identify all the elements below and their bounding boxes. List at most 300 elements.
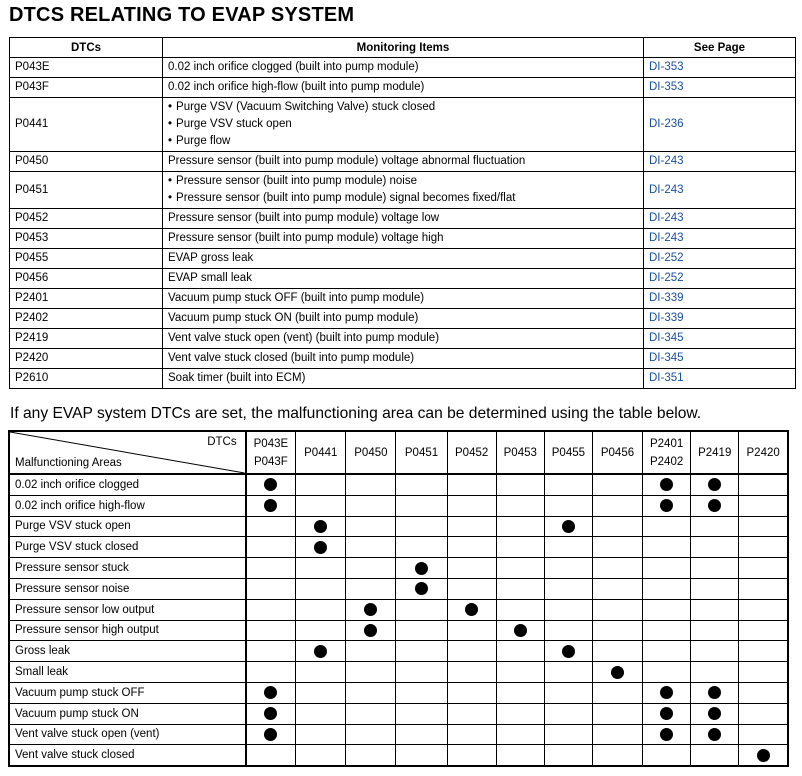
- monitoring-item-text: Purge VSV stuck open: [176, 118, 292, 130]
- monitoring-items: [163, 98, 644, 152]
- matrix-cell: [544, 703, 592, 724]
- matrix-cell: [592, 537, 642, 558]
- matrix-column-header: [544, 431, 592, 474]
- column-dtc-code: P0452: [455, 446, 489, 459]
- monitoring-items: [163, 309, 644, 329]
- malfunction-area: Vent valve stuck open (vent): [9, 724, 246, 745]
- dtc-code: P2401: [10, 289, 163, 309]
- matrix-cell: [346, 495, 396, 516]
- malfunction-area: Small leak: [9, 662, 246, 683]
- column-dtc-code: P0455: [551, 446, 586, 459]
- matrix-cell: [496, 537, 544, 558]
- malfunction-area: Gross leak: [9, 641, 246, 662]
- matrix-cell: [296, 724, 346, 745]
- matrix-cell: [592, 703, 642, 724]
- matrix-cell: [246, 537, 296, 558]
- matrix-cell: [739, 474, 788, 495]
- matrix-cell: [346, 620, 396, 641]
- matrix-cell: [691, 620, 739, 641]
- matrix-cell: [346, 558, 396, 579]
- matrix-row: [9, 495, 788, 516]
- matrix-column-header: [447, 431, 496, 474]
- matrix-row: [9, 703, 788, 724]
- matrix-column-header: [496, 431, 544, 474]
- matrix-cell: [246, 662, 296, 683]
- matrix-cell: [592, 682, 642, 703]
- matrix-row: [9, 474, 788, 495]
- matrix-corner-cell: [9, 431, 246, 474]
- malfunction-area: 0.02 inch orifice high-flow: [9, 495, 246, 516]
- corner-dtcs-label: DTCs: [207, 436, 237, 448]
- matrix-column-header: [643, 431, 691, 474]
- matrix-cell: [346, 474, 396, 495]
- matrix-cell: [739, 641, 788, 662]
- matrix-cell: [544, 641, 592, 662]
- matrix-cell: [592, 578, 642, 599]
- monitoring-items: [163, 209, 644, 229]
- column-dtc-code: P0456: [600, 446, 635, 459]
- table-row: [10, 58, 796, 78]
- monitoring-item: [168, 116, 638, 133]
- filled-circle-icon: [264, 686, 277, 699]
- matrix-cell: [447, 558, 496, 579]
- matrix-cell: [396, 599, 447, 620]
- malfunction-area: Pressure sensor noise: [9, 578, 246, 599]
- bullet-icon: •: [168, 192, 173, 204]
- filled-circle-icon: [264, 478, 277, 491]
- matrix-row: [9, 641, 788, 662]
- matrix-row: [9, 662, 788, 683]
- matrix-column-header: [396, 431, 447, 474]
- monitoring-items: [163, 58, 644, 78]
- matrix-cell: [496, 620, 544, 641]
- matrix-cell: [296, 599, 346, 620]
- page-title: DTCS RELATING TO EVAP SYSTEM: [9, 4, 355, 26]
- column-dtc-code: P0450: [354, 446, 388, 459]
- monitoring-item-text: Pressure sensor (built into pump module) voltage low: [168, 212, 440, 224]
- matrix-cell: [691, 682, 739, 703]
- matrix-cell: [643, 558, 691, 579]
- matrix-cell: [592, 558, 642, 579]
- matrix-cell: [691, 578, 739, 599]
- matrix-cell: [296, 495, 346, 516]
- matrix-cell: [544, 724, 592, 745]
- bullet-icon: •: [168, 135, 173, 147]
- filled-circle-icon: [660, 728, 673, 741]
- monitoring-item: [168, 173, 638, 190]
- monitoring-item: [168, 79, 638, 96]
- see-page-link[interactable]: DI-252: [644, 269, 796, 289]
- matrix-cell: [396, 474, 447, 495]
- matrix-cell: [496, 703, 544, 724]
- matrix-row: [9, 516, 788, 537]
- matrix-cell: [396, 724, 447, 745]
- matrix-cell: [643, 495, 691, 516]
- dtc-code: P0452: [10, 209, 163, 229]
- matrix-cell: [739, 516, 788, 537]
- see-page-link[interactable]: DI-339: [644, 289, 796, 309]
- matrix-cell: [396, 703, 447, 724]
- matrix-cell: [592, 516, 642, 537]
- malfunction-area: Pressure sensor stuck: [9, 558, 246, 579]
- matrix-cell: [691, 516, 739, 537]
- matrix-cell: [592, 620, 642, 641]
- monitoring-item-text: EVAP small leak: [168, 272, 252, 284]
- filled-circle-icon: [314, 541, 327, 554]
- monitoring-item-text: Vacuum pump stuck OFF (built into pump module): [168, 292, 425, 304]
- matrix-cell: [396, 516, 447, 537]
- see-page-link[interactable]: DI-353: [644, 78, 796, 98]
- matrix-cell: [296, 620, 346, 641]
- malfunction-matrix-table: [8, 430, 789, 767]
- column-dtc-code: P0451: [404, 446, 439, 459]
- table-row: [10, 329, 796, 349]
- matrix-cell: [396, 537, 447, 558]
- matrix-cell: [739, 745, 788, 766]
- monitoring-item-text: 0.02 inch orifice clogged (built into pump module): [168, 61, 419, 73]
- column-dtc-code: P2419: [698, 446, 732, 459]
- filled-circle-icon: [514, 624, 527, 637]
- matrix-cell: [346, 682, 396, 703]
- matrix-cell: [739, 682, 788, 703]
- monitoring-item-text: Vacuum pump stuck ON (built into pump module): [168, 312, 419, 324]
- matrix-cell: [496, 682, 544, 703]
- table-row: [10, 309, 796, 329]
- column-dtc-code: P2401: [649, 437, 684, 450]
- dtc-code: P2402: [10, 309, 163, 329]
- filled-circle-icon: [264, 728, 277, 741]
- matrix-cell: [739, 599, 788, 620]
- matrix-cell: [346, 745, 396, 766]
- matrix-cell: [396, 558, 447, 579]
- matrix-cell: [246, 745, 296, 766]
- header-dtcs: DTCs: [10, 38, 163, 58]
- matrix-row: [9, 558, 788, 579]
- matrix-cell: [691, 495, 739, 516]
- matrix-cell: [592, 662, 642, 683]
- matrix-column-header: [346, 431, 396, 474]
- matrix-column-header: [296, 431, 346, 474]
- monitoring-items: [163, 249, 644, 269]
- matrix-cell: [346, 599, 396, 620]
- matrix-cell: [296, 558, 346, 579]
- matrix-cell: [396, 662, 447, 683]
- dtc-monitoring-table: [9, 37, 796, 389]
- matrix-cell: [396, 578, 447, 599]
- matrix-cell: [447, 474, 496, 495]
- monitoring-item: [168, 250, 638, 267]
- table-row: [10, 172, 796, 209]
- matrix-cell: [246, 682, 296, 703]
- see-page-link[interactable]: DI-351: [644, 369, 796, 389]
- dtc-code: P043F: [10, 78, 163, 98]
- matrix-cell: [691, 703, 739, 724]
- matrix-cell: [544, 516, 592, 537]
- matrix-cell: [643, 516, 691, 537]
- filled-circle-icon: [611, 666, 624, 679]
- monitoring-item: [168, 190, 638, 207]
- matrix-column-header: [691, 431, 739, 474]
- matrix-cell: [544, 558, 592, 579]
- bullet-icon: •: [168, 175, 173, 187]
- matrix-cell: [396, 682, 447, 703]
- monitoring-item-text: Soak timer (built into ECM): [168, 372, 306, 384]
- matrix-cell: [739, 703, 788, 724]
- see-page-link[interactable]: DI-243: [644, 209, 796, 229]
- dtc-code: P2420: [10, 349, 163, 369]
- dtc-code: P0451: [10, 172, 163, 209]
- malfunction-area: Pressure sensor high output: [9, 620, 246, 641]
- matrix-cell: [544, 682, 592, 703]
- matrix-cell: [296, 662, 346, 683]
- matrix-cell: [396, 745, 447, 766]
- matrix-cell: [346, 662, 396, 683]
- table-row: [10, 98, 796, 152]
- matrix-cell: [246, 474, 296, 495]
- bullet-icon: •: [168, 118, 173, 130]
- matrix-cell: [643, 620, 691, 641]
- matrix-column-header: [246, 431, 296, 474]
- filled-circle-icon: [562, 645, 575, 658]
- monitoring-items: [163, 229, 644, 249]
- matrix-row: [9, 724, 788, 745]
- matrix-cell: [691, 641, 739, 662]
- monitoring-items: [163, 269, 644, 289]
- column-dtc-code: P0453: [503, 446, 537, 459]
- table-row: [10, 209, 796, 229]
- column-dtc-code: P043F: [253, 455, 288, 468]
- table-row: [10, 152, 796, 172]
- matrix-cell: [346, 578, 396, 599]
- malfunction-area: Vent valve stuck closed: [9, 745, 246, 766]
- matrix-cell: [544, 599, 592, 620]
- matrix-cell: [592, 495, 642, 516]
- see-page-link[interactable]: DI-236: [644, 98, 796, 152]
- filled-circle-icon: [708, 478, 721, 491]
- matrix-cell: [592, 745, 642, 766]
- matrix-cell: [447, 662, 496, 683]
- monitoring-item: [168, 330, 638, 347]
- matrix-cell: [496, 495, 544, 516]
- monitoring-items: [163, 172, 644, 209]
- matrix-cell: [643, 474, 691, 495]
- matrix-cell: [496, 599, 544, 620]
- table-header-row: [10, 38, 796, 58]
- matrix-cell: [739, 495, 788, 516]
- matrix-cell: [643, 662, 691, 683]
- filled-circle-icon: [562, 520, 575, 533]
- filled-circle-icon: [465, 603, 478, 616]
- table-row: [10, 289, 796, 309]
- matrix-cell: [496, 578, 544, 599]
- filled-circle-icon: [415, 582, 428, 595]
- monitoring-items: [163, 78, 644, 98]
- matrix-cell: [592, 474, 642, 495]
- monitoring-item: [168, 153, 638, 170]
- matrix-cell: [739, 662, 788, 683]
- matrix-cell: [739, 537, 788, 558]
- matrix-cell: [346, 641, 396, 662]
- see-page-link[interactable]: DI-252: [644, 249, 796, 269]
- matrix-cell: [544, 745, 592, 766]
- matrix-cell: [246, 558, 296, 579]
- matrix-cell: [691, 558, 739, 579]
- monitoring-item-text: EVAP gross leak: [168, 252, 254, 264]
- table-row: [10, 249, 796, 269]
- dtc-code: P043E: [10, 58, 163, 78]
- matrix-cell: [496, 662, 544, 683]
- matrix-cell: [447, 703, 496, 724]
- matrix-cell: [246, 620, 296, 641]
- monitoring-item: [168, 59, 638, 76]
- matrix-cell: [496, 516, 544, 537]
- column-dtc-code: P043E: [253, 437, 289, 450]
- table-row: [10, 369, 796, 389]
- matrix-cell: [447, 495, 496, 516]
- malfunction-area: Pressure sensor low output: [9, 599, 246, 620]
- matrix-cell: [691, 599, 739, 620]
- matrix-cell: [396, 641, 447, 662]
- matrix-cell: [447, 599, 496, 620]
- matrix-cell: [643, 703, 691, 724]
- see-page-link[interactable]: DI-243: [644, 229, 796, 249]
- matrix-column-header: [739, 431, 788, 474]
- matrix-cell: [246, 516, 296, 537]
- matrix-cell: [739, 578, 788, 599]
- matrix-cell: [296, 474, 346, 495]
- malfunction-area: Vacuum pump stuck ON: [9, 703, 246, 724]
- see-page-link[interactable]: DI-345: [644, 349, 796, 369]
- monitoring-item-text: Vent valve stuck closed (built into pump module): [168, 352, 415, 364]
- monitoring-items: [163, 152, 644, 172]
- dtc-code: P0441: [10, 98, 163, 152]
- matrix-cell: [496, 641, 544, 662]
- see-page-link[interactable]: DI-243: [644, 152, 796, 172]
- monitoring-item: [168, 310, 638, 327]
- matrix-cell: [544, 495, 592, 516]
- column-dtc-code: P2402: [649, 455, 684, 468]
- table-row: [10, 78, 796, 98]
- malfunction-area: 0.02 inch orifice clogged: [9, 474, 246, 495]
- see-page-link[interactable]: DI-345: [644, 329, 796, 349]
- monitoring-items: [163, 369, 644, 389]
- matrix-cell: [691, 724, 739, 745]
- dtc-code: P0455: [10, 249, 163, 269]
- matrix-cell: [447, 724, 496, 745]
- matrix-cell: [544, 662, 592, 683]
- matrix-row: [9, 578, 788, 599]
- filled-circle-icon: [660, 707, 673, 720]
- see-page-link[interactable]: DI-243: [644, 172, 796, 209]
- matrix-cell: [643, 682, 691, 703]
- matrix-cell: [643, 537, 691, 558]
- filled-circle-icon: [660, 499, 673, 512]
- filled-circle-icon: [264, 707, 277, 720]
- monitoring-item: [168, 350, 638, 367]
- matrix-cell: [246, 641, 296, 662]
- matrix-cell: [544, 620, 592, 641]
- matrix-row: [9, 682, 788, 703]
- column-dtc-code: P0441: [304, 446, 338, 459]
- matrix-cell: [739, 558, 788, 579]
- matrix-cell: [296, 537, 346, 558]
- matrix-cell: [643, 641, 691, 662]
- matrix-cell: [246, 724, 296, 745]
- matrix-cell: [544, 578, 592, 599]
- column-dtc-code: P2420: [746, 446, 780, 459]
- matrix-cell: [496, 558, 544, 579]
- filled-circle-icon: [364, 603, 377, 616]
- matrix-cell: [739, 724, 788, 745]
- monitoring-item: [168, 370, 638, 387]
- monitoring-item-text: Purge flow: [176, 135, 231, 147]
- matrix-cell: [296, 641, 346, 662]
- filled-circle-icon: [708, 686, 721, 699]
- matrix-cell: [691, 662, 739, 683]
- table-note: If any EVAP system DTCs are set, the malfunctioning area can be determined using the table below.: [10, 405, 702, 422]
- matrix-cell: [496, 745, 544, 766]
- monitoring-item: [168, 230, 638, 247]
- matrix-row: [9, 599, 788, 620]
- filled-circle-icon: [314, 520, 327, 533]
- malfunction-area: Purge VSV stuck closed: [9, 537, 246, 558]
- matrix-cell: [346, 516, 396, 537]
- filled-circle-icon: [660, 686, 673, 699]
- matrix-cell: [447, 516, 496, 537]
- see-page-link[interactable]: DI-339: [644, 309, 796, 329]
- matrix-cell: [246, 578, 296, 599]
- matrix-cell: [246, 495, 296, 516]
- matrix-cell: [396, 495, 447, 516]
- dtc-code: P2419: [10, 329, 163, 349]
- monitoring-item-text: Pressure sensor (built into pump module) signal becomes fixed/flat: [176, 192, 516, 204]
- matrix-cell: [691, 537, 739, 558]
- matrix-cell: [246, 703, 296, 724]
- filled-circle-icon: [415, 562, 428, 575]
- monitoring-items: [163, 289, 644, 309]
- table-row: [10, 349, 796, 369]
- matrix-cell: [447, 682, 496, 703]
- matrix-cell: [447, 578, 496, 599]
- matrix-cell: [643, 599, 691, 620]
- matrix-cell: [447, 641, 496, 662]
- filled-circle-icon: [660, 478, 673, 491]
- see-page-link[interactable]: DI-353: [644, 58, 796, 78]
- monitoring-item-text: Purge VSV (Vacuum Switching Valve) stuck closed: [176, 101, 436, 113]
- monitoring-items: [163, 329, 644, 349]
- matrix-row: [9, 745, 788, 766]
- header-see-page: See Page: [644, 38, 796, 58]
- monitoring-item: [168, 210, 638, 227]
- matrix-row: [9, 620, 788, 641]
- matrix-header-row: [9, 431, 788, 474]
- monitoring-item: [168, 133, 638, 150]
- matrix-cell: [544, 474, 592, 495]
- monitoring-item-text: 0.02 inch orifice high-flow (built into pump module): [168, 81, 425, 93]
- matrix-cell: [691, 745, 739, 766]
- monitoring-item-text: Vent valve stuck open (vent) (built into pump module): [168, 332, 440, 344]
- matrix-cell: [592, 641, 642, 662]
- matrix-column-header: [592, 431, 642, 474]
- monitoring-item-text: Pressure sensor (built into pump module) noise: [176, 175, 418, 187]
- bullet-icon: •: [168, 101, 173, 113]
- matrix-cell: [592, 724, 642, 745]
- matrix-cell: [447, 537, 496, 558]
- matrix-cell: [496, 724, 544, 745]
- matrix-cell: [496, 474, 544, 495]
- filled-circle-icon: [757, 749, 770, 762]
- dtc-code: P0453: [10, 229, 163, 249]
